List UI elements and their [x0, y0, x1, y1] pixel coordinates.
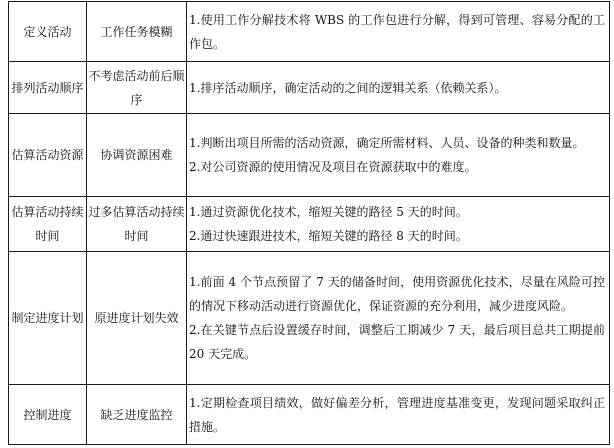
- measure-item: 1.判断出项目所需的活动资源，确定所需材料、人员、设备的种类和数量。: [189, 136, 585, 150]
- table-row: [9, 385, 610, 445]
- table-row: [9, 114, 610, 197]
- measures-cell: [187, 252, 610, 385]
- measure-item: 1.通过资源优化技术，缩短关键的路径 5 天的时间。: [189, 205, 468, 219]
- table-row: [9, 197, 610, 252]
- problem-cell: 协调资源困难: [87, 114, 187, 197]
- measure-item: 2.在关键节点后设置缓存时间，调整后工期减少 7 天，最后项目总共工期提前 20 天完成。: [189, 323, 605, 361]
- table-row: [9, 252, 610, 385]
- problem-cell: 工作任务模糊: [87, 2, 187, 62]
- process-cell: 估算活动持续时间: [9, 197, 87, 252]
- problem-cell: 缺乏进度监控: [87, 385, 187, 445]
- measure-item: 1.前面 4 个节点预留了 7 天的储备时间，使用资源优化技术，尽量在风险可控的情况下移动活动进行资源优化，保证资源的充分利用，减少进度风险。: [189, 275, 605, 313]
- process-cell: 排列活动顺序: [9, 62, 87, 114]
- measures-cell: [187, 62, 610, 114]
- measures-cell: [187, 114, 610, 197]
- measures-cell: [187, 197, 610, 252]
- schedule-management-table: [8, 1, 610, 445]
- measure-item: 2.对公司资源的使用情况及项目在资源获取中的难度。: [189, 160, 477, 174]
- table-row: [9, 2, 610, 62]
- table-row: [9, 62, 610, 114]
- measures-cell: [187, 2, 610, 62]
- problem-cell: 不考虑活动前后顺序: [87, 62, 187, 114]
- measure-item: 2.通过快速跟进技术，缩短关键的路径 8 天的时间。: [189, 229, 468, 243]
- measures-cell: [187, 385, 610, 445]
- process-cell: 定义活动: [9, 2, 87, 62]
- process-cell: 控制进度: [9, 385, 87, 445]
- problem-cell: 原进度计划失效: [87, 252, 187, 385]
- process-cell: 制定进度计划: [9, 252, 87, 385]
- measure-item: 1.使用工作分解技术将 WBS 的工作包进行分解，得到可管理、容易分配的工作包。: [189, 12, 605, 51]
- problem-cell: 过多估算活动持续时间: [87, 197, 187, 252]
- measure-item: 1.排序活动顺序，确定活动的之间的逻辑关系（依赖关系）。: [189, 80, 507, 95]
- process-cell: 估算活动资源: [9, 114, 87, 197]
- measure-item: 1.定期检查项目绩效，做好偏差分析，管理进度基准变更，发现问题采取纠正措施。: [189, 395, 605, 434]
